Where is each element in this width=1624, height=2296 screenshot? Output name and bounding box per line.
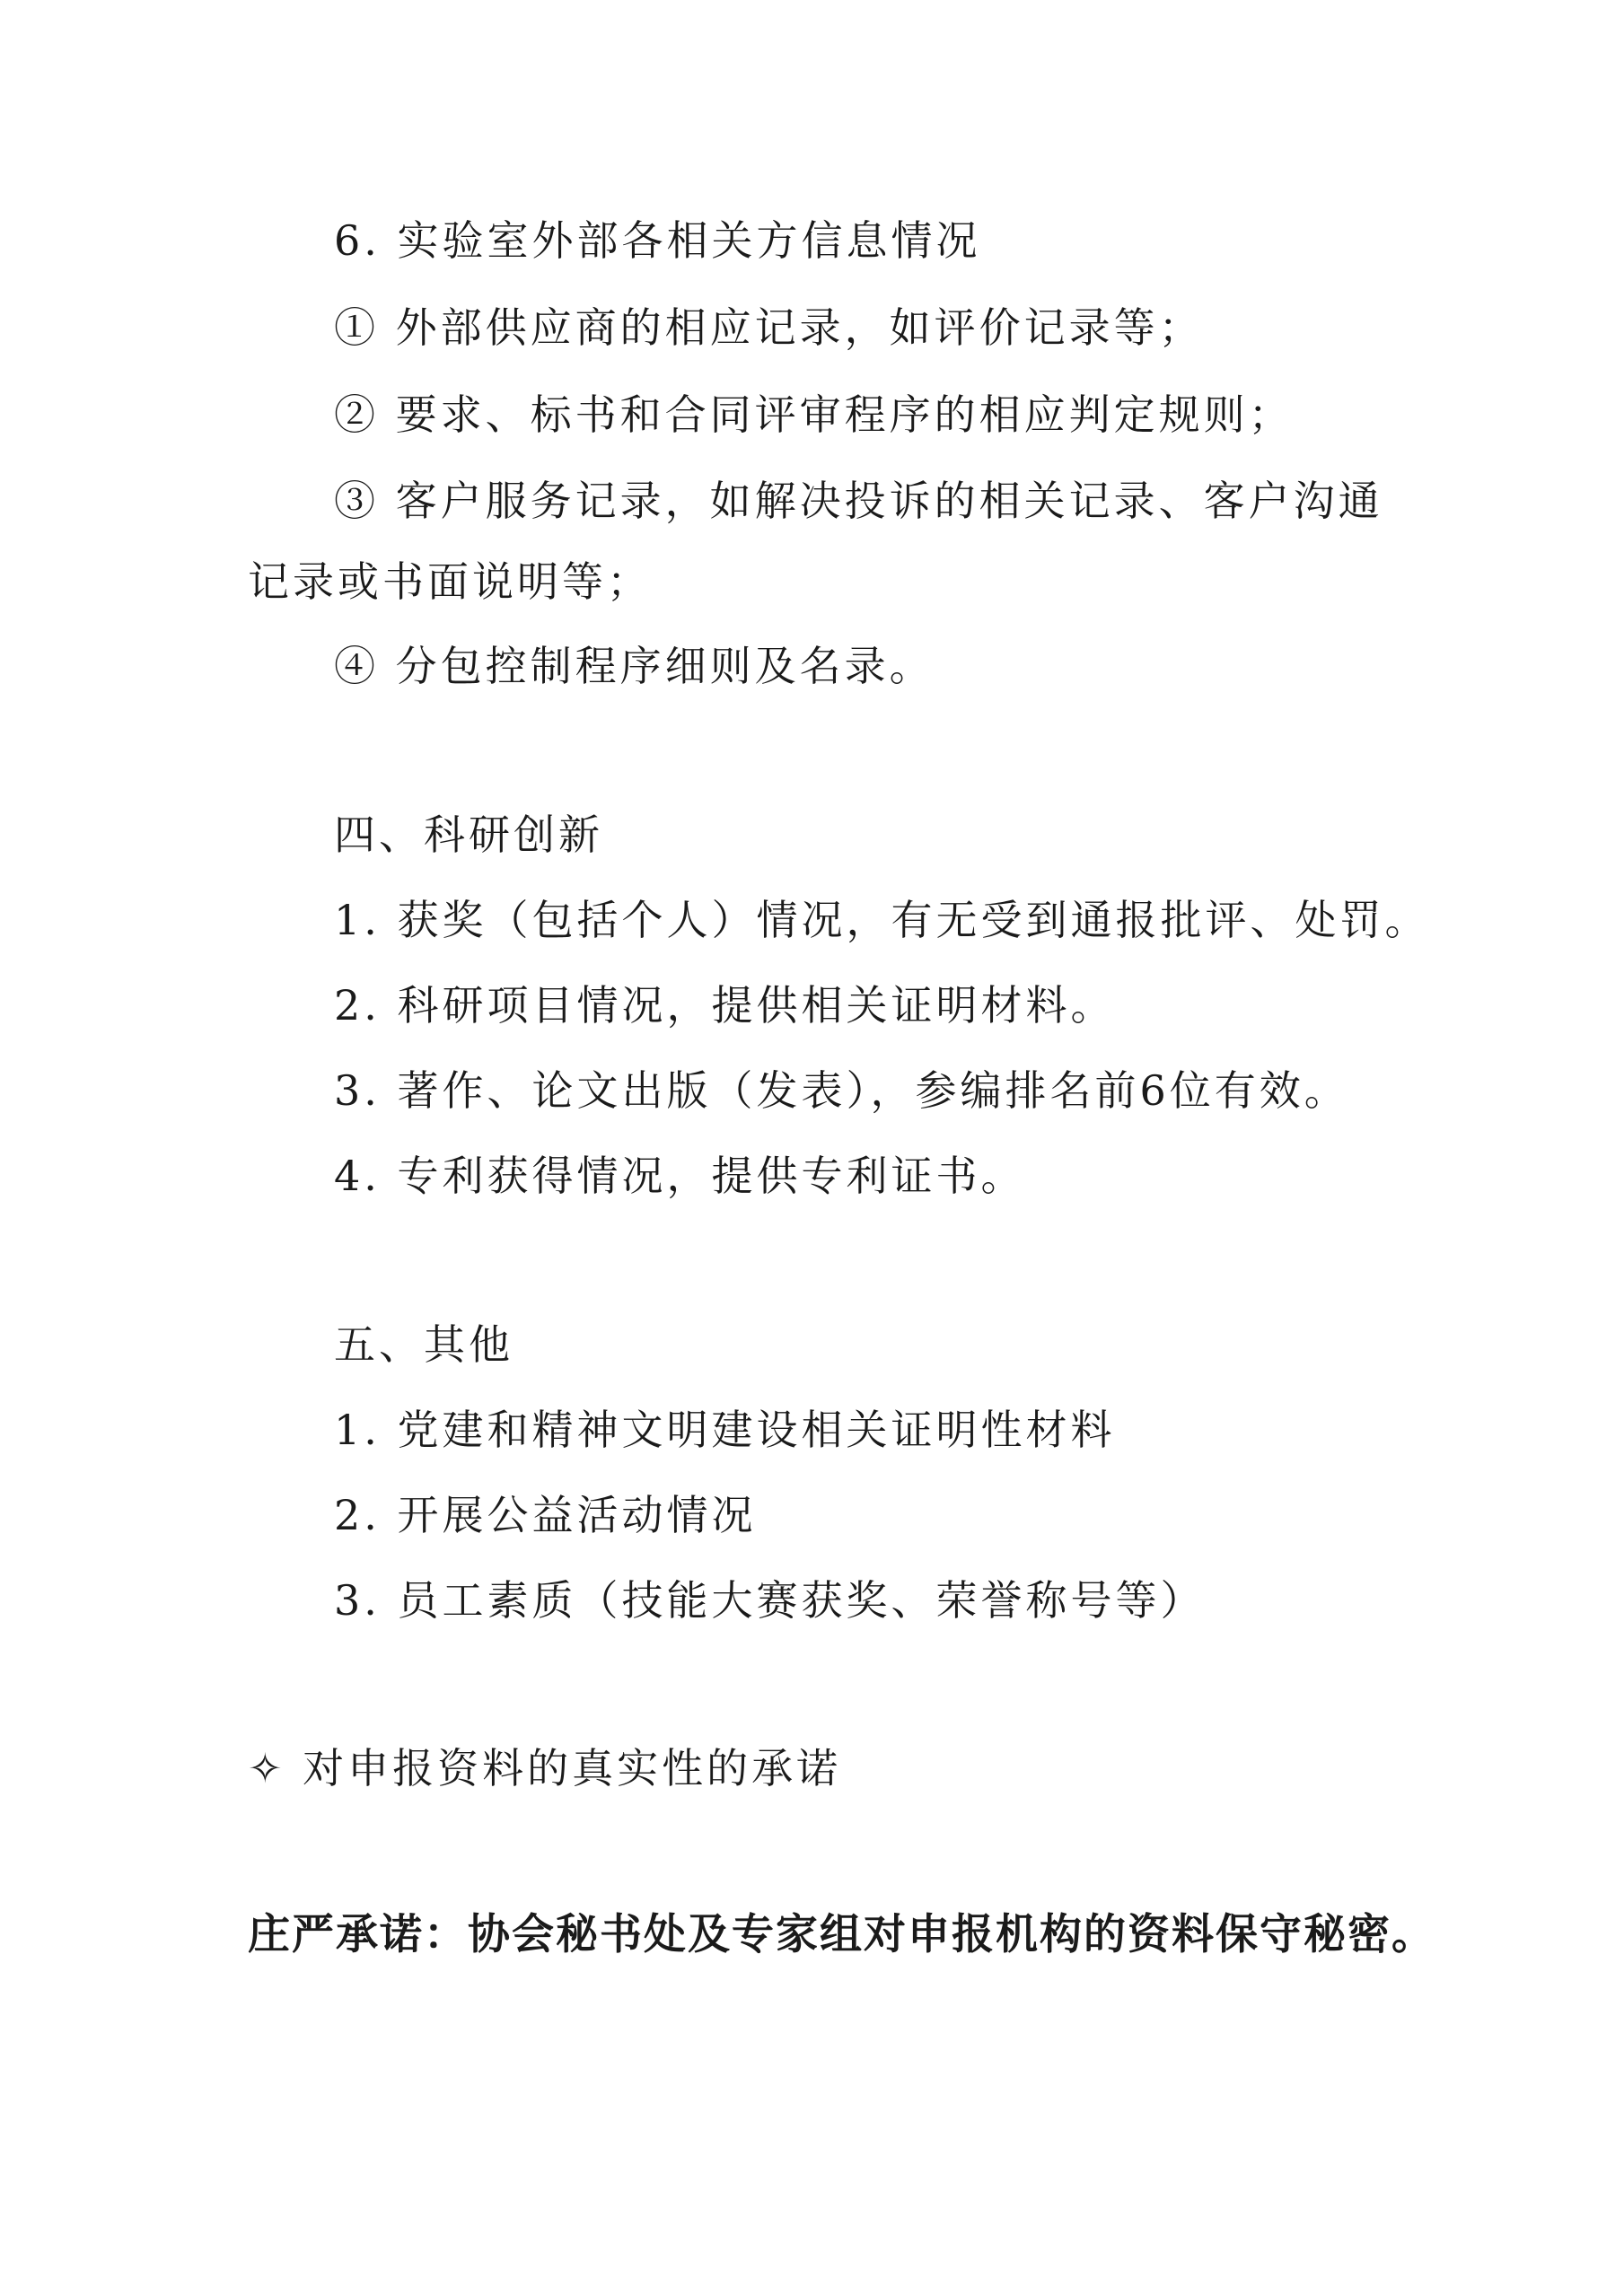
lab-item-1: ① 外部供应商的相应记录，如评价记录等；: [334, 303, 1204, 352]
research-item-1: 1. 获奖（包括个人）情况，有无受到通报批评、处罚。: [334, 896, 1430, 944]
other-item-3: 3. 员工素质（技能大赛获奖、荣誉称号等）: [334, 1576, 1206, 1625]
commitment-heading: ✧ 对申报资料的真实性的承诺: [248, 1744, 842, 1792]
other-item-2: 2. 开展公益活动情况: [334, 1491, 757, 1539]
commitment-statement: 庄严承诺：协会秘书处及专家组对申报机构的资料保守秘密。: [248, 1910, 1435, 1959]
lab-item-2: ② 要求、标书和合同评审程序的相应判定规则；: [334, 390, 1294, 439]
lab-item-3: ③ 客户服务记录，如解决投诉的相关记录、客户沟通: [334, 477, 1383, 525]
other-item-1: 1. 党建和精神文明建设相关证明性材料: [334, 1406, 1116, 1454]
lab-item-4: ④ 分包控制程序细则及名录。: [334, 642, 935, 690]
section-research-heading: 四、科研创新: [334, 811, 603, 859]
research-item-4: 4. 专利获得情况，提供专利证书。: [334, 1152, 1026, 1200]
section-other-heading: 五、其他: [334, 1320, 514, 1369]
lab-item-3-continued: 记录或书面说明等；: [248, 557, 652, 606]
research-item-3: 3. 著作、论文出版（发表），参编排名前6位有效。: [334, 1066, 1349, 1115]
research-item-2: 2. 科研项目情况，提供相关证明材料。: [334, 981, 1116, 1030]
section-lab-heading: 6. 实验室外部各相关方信息情况: [334, 216, 981, 265]
